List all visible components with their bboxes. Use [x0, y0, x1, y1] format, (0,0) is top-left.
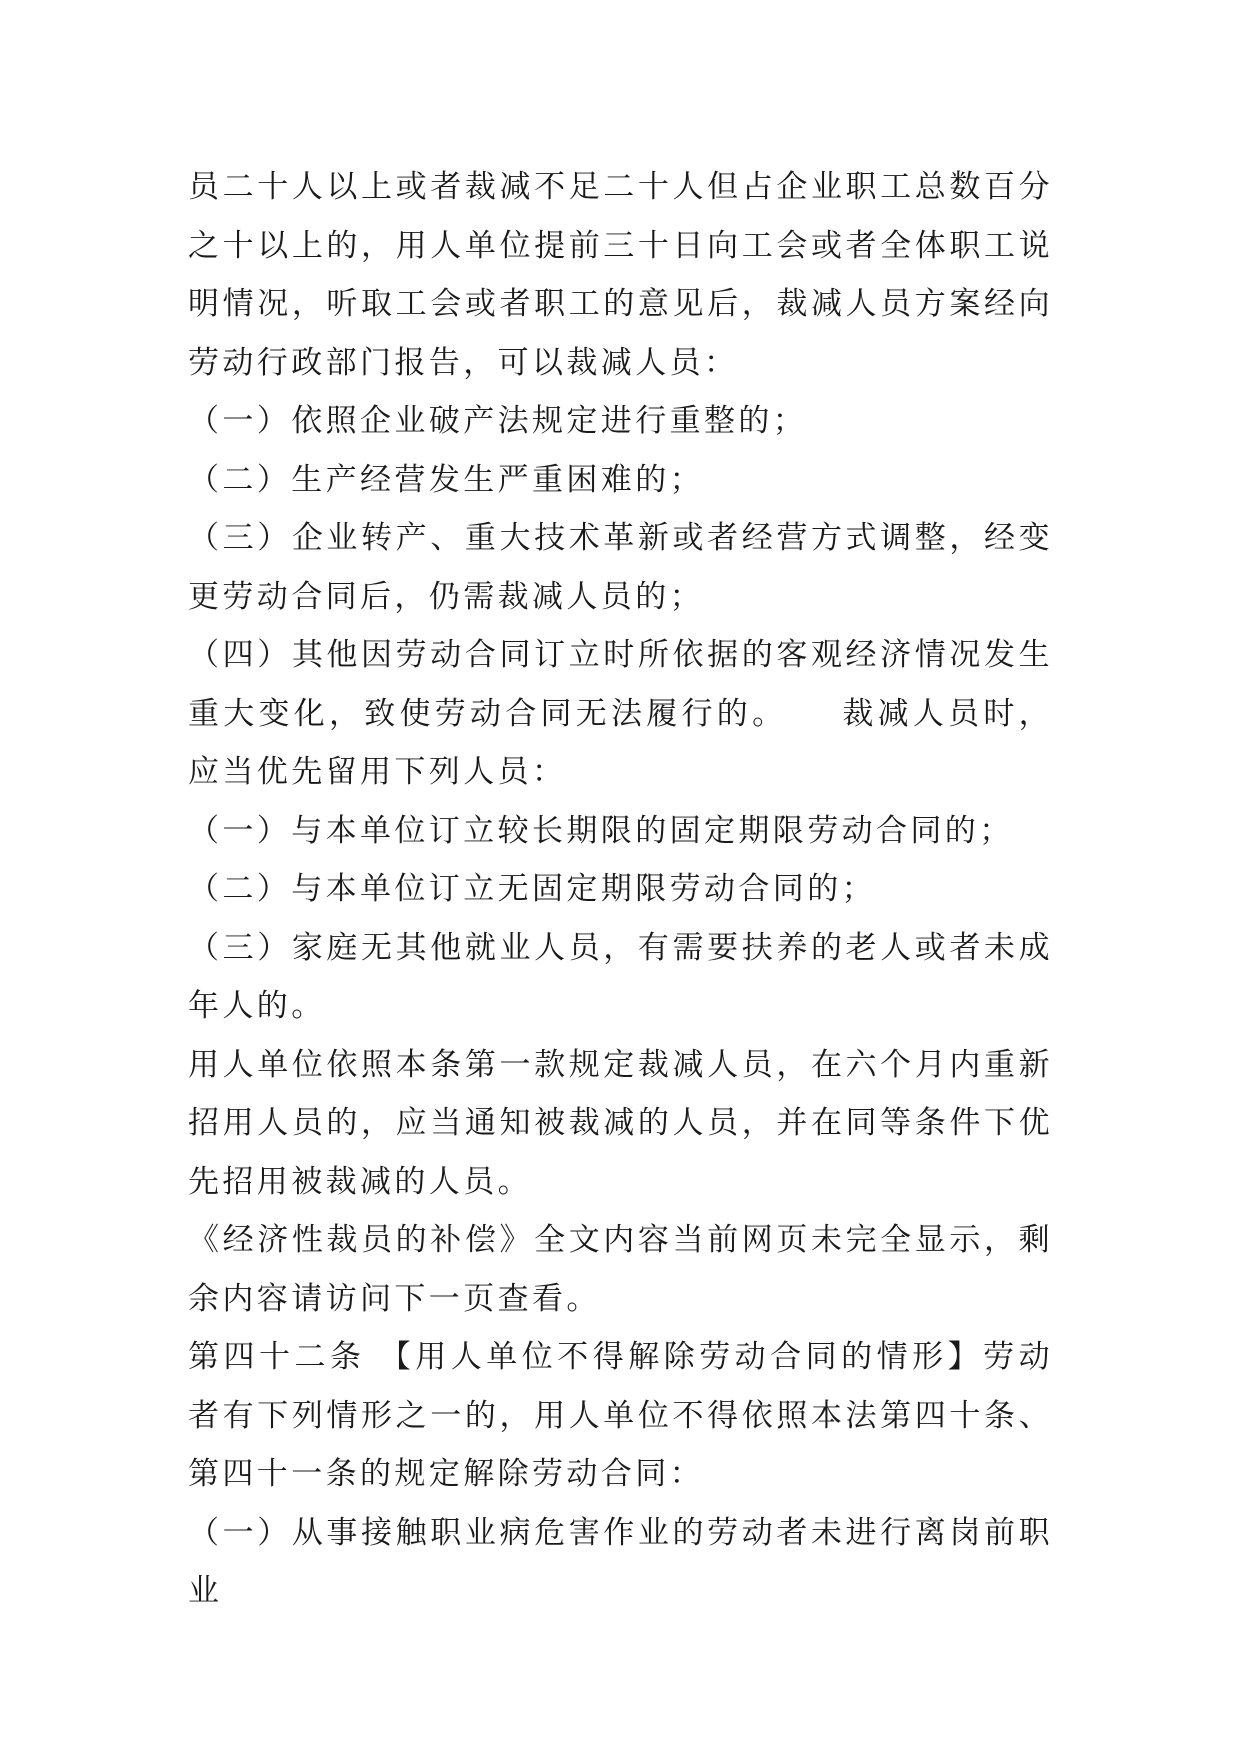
paragraph-layoff-conditions: 员二十人以上或者裁减不足二十人但占企业职工总数百分之十以上的，用人单位提前三十日向工会或者全体职工说明情况，听取工会或者职工的意见后，裁减人员方案经向劳动行政部门报告，可以裁减人员： [188, 169, 1053, 381]
list-item-layoff-2: （二）生产经营发生严重困难的； [188, 461, 704, 498]
list-item-article-42-1: （一）从事接触职业病危害作业的劳动者未进行离岗前职业 [188, 1514, 1053, 1609]
list-item-priority-2: （二）与本单位订立无固定期限劳动合同的； [188, 871, 876, 907]
list-item-layoff-4: （四）其他因劳动合同订立时所依据的客观经济情况发生重大变化，致使劳动合同无法履行的。 裁减人员时，应当优先留用下列人员： [188, 637, 1053, 790]
list-item-layoff-3: （三）企业转产、重大技术革新或者经营方式调整，经变更劳动合同后，仍需裁减人员的； [188, 520, 1053, 615]
paragraph-continuation-notice: 《经济性裁员的补偿》全文内容当前网页未完全显示，剩余内容请访问下一页查看。 [188, 1222, 1053, 1317]
paragraph-rehire: 用人单位依照本条第一款规定裁减人员，在六个月内重新招用人员的，应当通知被裁减的人员，并在同等条件下优先招用被裁减的人员。 [188, 1046, 1053, 1200]
list-item-priority-1: （一）与本单位订立较长期限的固定期限劳动合同的； [188, 812, 1014, 849]
list-item-layoff-1: （一）依照企业破产法规定进行重整的； [188, 403, 808, 439]
list-item-priority-3: （三）家庭无其他就业人员，有需要扶养的老人或者未成年人的。 [188, 929, 1053, 1024]
document-page [188, 158, 1053, 1621]
paragraph-article-42: 第四十二条 【用人单位不得解除劳动合同的情形】劳动者有下列情形之一的，用人单位不得依照本法第四十条、第四十一条的规定解除劳动合同： [188, 1339, 1053, 1492]
